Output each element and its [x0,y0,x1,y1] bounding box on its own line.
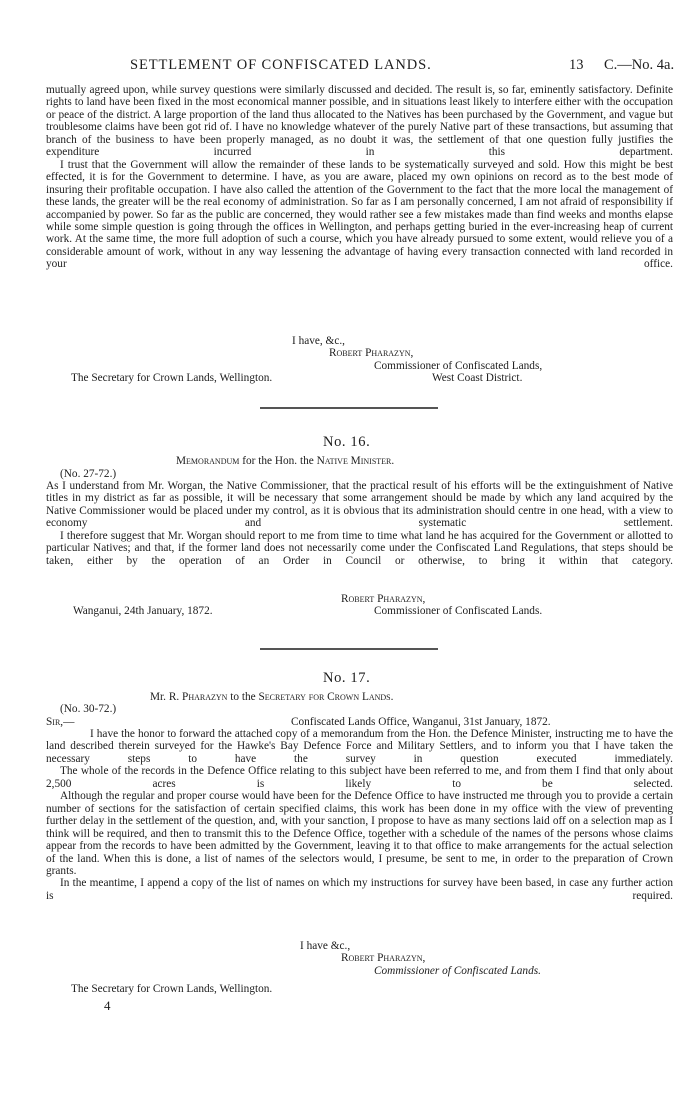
doc16-number: No. 16. [323,434,371,450]
letter15-closing: I have, &c., [292,335,346,347]
doc17-paragraph-2: The whole of the records in the Defence Office relating to this subject have been referred to me, and from them I find that only about 2,500 acres is likely to be selected. [46,765,673,790]
letter15-paragraph-1: mutually agreed upon, while survey questions were similarly discussed and decided. The result is, so far, eminently satisfactory. Definite rights to land have been fixed in the most economical manner possible, and in situations least likely to interfere either with the occupation or peace of the district. A large proportion of the land thus allocated to the Natives has been purchased by the Government, and vague but troublesome claims have been got rid of. I have no knowledge whatever of the purely Native part of these transactions, but assuming that branch of the business to have been properly managed, as no doubt it was, the settlement of that one question fully justifies the expenditure incurred in this department. [46,84,673,159]
doc17-title-prefix: Mr. R. [150,691,180,703]
doc16-paragraph-1: As I understand from Mr. Worgan, the Native Commissioner, that the practical result of his efforts will be the extinguishment of Native titles in my district as far as possible, it will be necessary that some arrangement should be made by which any land acquired by the Native Commissioner would be placed under my control, as it is obvious that its administration should centre in one head, with a view to economy and systematic settlement. [46,480,673,530]
letter15-signature-district: West Coast District. [432,372,523,384]
doc16-title-prefix: Memorandum [176,455,240,467]
section-divider [260,407,438,409]
signature-mark: 4 [104,998,111,1013]
doc17-paragraph-1: I have the honor to forward the attached copy of a memorandum from the Hon. the Defence Minister, instructing me to have the land described therein surveyed for the Hawke's Bay Defence Force and Military Settlers, and to inform you that I have taken the necessary steps to have the survey in question executed immediately. [46,728,673,765]
section-divider [260,648,438,650]
doc16-ref: (No. 27-72.) [60,468,117,480]
doc17-signature-title: Commissioner of Confiscated Lands. [374,965,541,977]
doc16-signature-title: Commissioner of Confiscated Lands. [374,605,543,617]
doc17-ref: (No. 30-72.) [60,703,117,715]
letter15-signature-title: Commissioner of Confiscated Lands, [374,360,543,372]
letter15-body [46,84,673,271]
doc16-title [176,455,394,468]
doc16-place-date: Wanganui, 24th January, 1872. [73,605,213,617]
doc17-number: No. 17. [323,670,371,686]
page-number: 13 [569,57,584,73]
running-header-title: SETTLEMENT OF CONFISCATED LANDS. [130,57,432,73]
doc17-dateline: Confiscated Lands Office, Wanganui, 31st January, 1872. [291,716,551,728]
letter15-addressee: The Secretary for Crown Lands, Wellington. [71,372,273,384]
doc17-closing: I have &c., [300,940,351,952]
doc17-signature: Robert Pharazyn, [341,952,426,964]
doc16-title-suffix: Native Minister. [316,455,395,467]
doc16-paragraph-2: I therefore suggest that Mr. Worgan should report to me from time to time what land he has acquired for the Government or allotted to particular Natives; and that, if the former land does not necessarily come under the Confiscated Land Regulations, that steps should be taken, either by the operation of an Order in Council or otherwise, to bring it within that category. [46,529,673,567]
doc17-salutation: Sir,— [46,716,75,728]
doc16-title-middle: for the Hon. the [242,455,314,467]
doc17-title [150,691,393,704]
doc17-title-to: to the [230,691,256,703]
doc17-paragraph-4: In the meantime, I append a copy of the list of names on which my instructions for survey have been based, in case any further action is required. [46,877,673,902]
document-reference: C.—No. 4a. [604,57,675,73]
doc17-title-recipient: Secretary for Crown Lands. [258,691,394,703]
doc17-paragraph-3: Although the regular and proper course would have been for the Defence Office to have instructed me through you to provide a certain number of sections for the satisfaction of certain specified claims, this work has been done in my office with the view of preventing further delay in the settlement of the question, and, with your sanction, I propose to have as many sections laid off on a selection map as I think will be required, and then to transmit this to the Defence Office, together with a schedule of the names of the persons whose claims appear from the records to have been admitted by the Government, leaving it to that office to make arrangements for the actual selection of the land. When this is done, a list of names of the selectors would, I presume, be sent to me, in order to the preparation of Crown grants. [46,790,673,877]
letter15-signature: Robert Pharazyn, [329,347,414,359]
doc17-title-name: Pharazyn [182,691,228,703]
doc17-body [46,728,673,902]
letter15-paragraph-2: I trust that the Government will allow the remainder of these lands to be systematically surveyed and sold. How this might be best effected, it is for the Government to determine. I have, as you are aware, placed my own opinions on record as to the best mode of insuring their profitable occupation. I have also called the attention of the Government to the fact that the more local the management of these lands, the greater will be the real economy of administration. So far as I am personally concerned, I am not afraid of responsibility if accompanied by power. So far as the public are concerned, they would rather see a few mistakes made than find weeks and months elapse while some simple question is going through the offices in Wellington, and perhaps getting buried in the ever-increasing heap of current work. At the same time, the more full adoption of such a course, which you have already pursued to some extent, would relieve you of a considerable amount of work, without in any way lessening the advantage of having every transaction connected with land recorded in your office. [46,158,673,271]
doc16-signature: Robert Pharazyn, [341,593,426,605]
doc16-body [46,480,673,567]
doc17-addressee: The Secretary for Crown Lands, Wellington. [71,983,273,995]
